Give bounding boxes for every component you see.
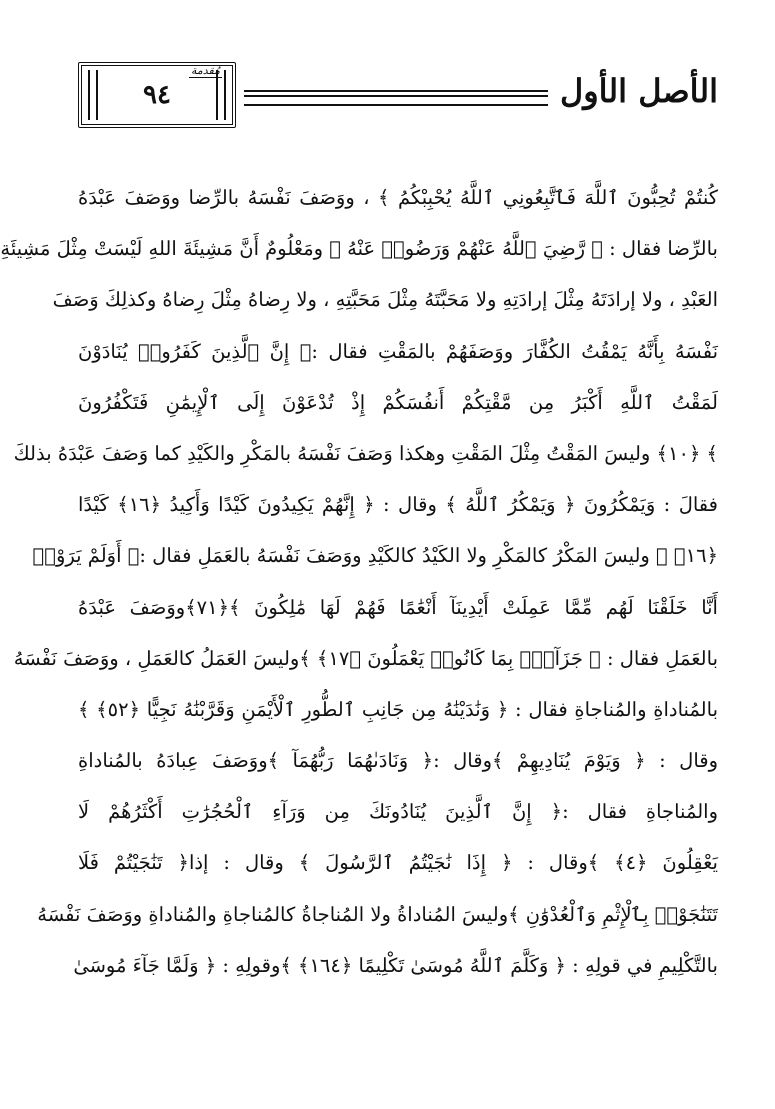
- body-text: [0, 172, 718, 991]
- text-line: يَعْقِلُونَ ﴿٤﴾ ﴾وقال : ﴿ إِذَا نَٰجَيْتُمُ ٱلرَّسُولَ ﴾ وقال : إذا﴿ تَنَٰجَيْتُمْ فَلَا: [78, 851, 718, 875]
- text-line: نَفْسَهُ بِأَنَّهُ يَمْقُتُ الكُفَّارَ ووَصَفَهُمْ بالمَقْتِ فقال :﴿ إِنَّ ٱلَّذِينَ كَفَرُوا۟ يُنَادَوْنَ: [78, 339, 718, 363]
- text-line: كُنتُمْ تُحِبُّونَ ٱللَّهَ فَٱتَّبِعُونِي ٱللَّهُ يُحْبِبْكُمُ ﴾ ، ووَصَفَ نَفْسَهُ بالرِّضا ووَصَفَ عَبْدَهُ: [78, 186, 718, 209]
- page-header: [78, 62, 718, 132]
- text-line: بالتَّكْلِيمِ في قولِهِ : ﴿ وَكَلَّمَ ٱللَّهُ مُوسَىٰ تَكْلِيمًا ﴿١٦٤﴾ ﴾وقولِهِ : ﴿ وَلَمَّا جَآءَ مُوسَىٰ: [73, 953, 718, 977]
- section-badge: مُقدمة: [190, 64, 220, 77]
- text-line: العَبْدِ ، ولا إرادَتَهُ مِثْلَ إرادَتِهِ ولا مَحَبَّتَهُ مِثْلَ مَحَبَّتِهِ ، ولا رِضاهُ مِثْلَ رِضاهُ وكذلِكَ وَصَفَ: [52, 288, 718, 312]
- text-line: وقال : ﴿ وَيَوْمَ يُنَادِيهِمْ ﴾وقال :﴿ وَنَادَىٰهُمَا رَبُّهُمَآ ﴾ووَصَفَ عِبادَهُ بالمُناداةِ: [78, 749, 718, 773]
- page-number-frame: [78, 62, 236, 128]
- header-rule: [244, 90, 548, 106]
- text-line: بالعَمَلِ فقال : ﴿ جَزَآءًۢ بِمَا كَانُوا۟ يَعْمَلُونَ ﴿١٧﴾ ﴾وليسَ العَمَلُ كالعَمَلِ ، ووَصَفَ نَفْسَهُ: [13, 646, 718, 670]
- text-line: أَنَّا خَلَقْنَا لَهُم مِّمَّا عَمِلَتْ أَيْدِينَآ أَنْعَٰمًا فَهُمْ لَهَا مَٰلِكُونَ ﴾﴿٧١﴾ووَصَفَ عَبْدَهُ: [78, 595, 718, 619]
- text-line: بالمُناداةِ والمُناجاةِ فقال : ﴿ وَنَٰدَيْنَٰهُ مِن جَانِبِ ٱلطُّورِ ٱلْأَيْمَنِ وَقَرَّبْنَٰهُ نَجِيًّا ﴿٥٢﴾ ﴾: [78, 697, 718, 721]
- text-line: والمُناجاةِ فقال :﴿ إِنَّ ٱلَّذِينَ يُنَادُونَكَ مِن وَرَآءِ ٱلْحُجُرَٰتِ أَكْثَرُهُمْ لَا: [78, 800, 718, 824]
- page-number: ٩٤: [143, 80, 171, 110]
- text-line: فقالَ : وَيَمْكُرُونَ ﴿ وَيَمْكُرُ ٱللَّهُ ﴾ وقال : ﴿ إِنَّهُمْ يَكِيدُونَ كَيْدًا وَأَكِيدُ ﴿١٦﴾ كَيْدًا: [78, 493, 718, 517]
- chapter-title: الأصل الأول: [559, 72, 718, 110]
- text-line: تَتَنَٰجَوْا۟ بِٱلْإِثْمِ وَٱلْعُدْوَٰنِ ﴾وليسَ المُناداةُ ولا المُناجاةُ كالمُناجاةِ والمُناداةِ ووَصَفَ نَفْسَهُ: [37, 902, 718, 926]
- text-line: لَمَقْتُ ٱللَّهِ أَكْبَرُ مِن مَّقْتِكُمْ أَنفُسَكُمْ إِذْ تُدْعَوْنَ إِلَى ٱلْإِيمَٰنِ فَتَكْفُرُونَ: [78, 390, 718, 414]
- text-line: ﴿١٦﴾ ﴾ وليسَ المَكْرُ كالمَكْرِ ولا الكَيْدُ كالكَيْدِ ووَصَفَ نَفْسَهُ بالعَمَلِ فقال :﴿ أَوَلَمْ يَرَوْا۟: [32, 544, 718, 568]
- text-line: بالرِّضا فقال : ﴿ رَّضِيَ ٱللَّهُ عَنْهُمْ وَرَضُوا۟ عَنْهُ ﴾ ومَعْلُومٌ أَنَّ مَشِيئَةَ اللهِ لَيْسَتْ مِثْلَ مَشِيئَةِ: [0, 237, 718, 261]
- text-line: ﴾ ﴿١٠﴾ وليسَ المَقْتُ مِثْلَ المَقْتِ وهكذا وَصَفَ نَفْسَهُ بالمَكْرِ والكَيْدِ كما وَصَفَ عَبْدَهُ بذلكَ: [13, 441, 718, 465]
